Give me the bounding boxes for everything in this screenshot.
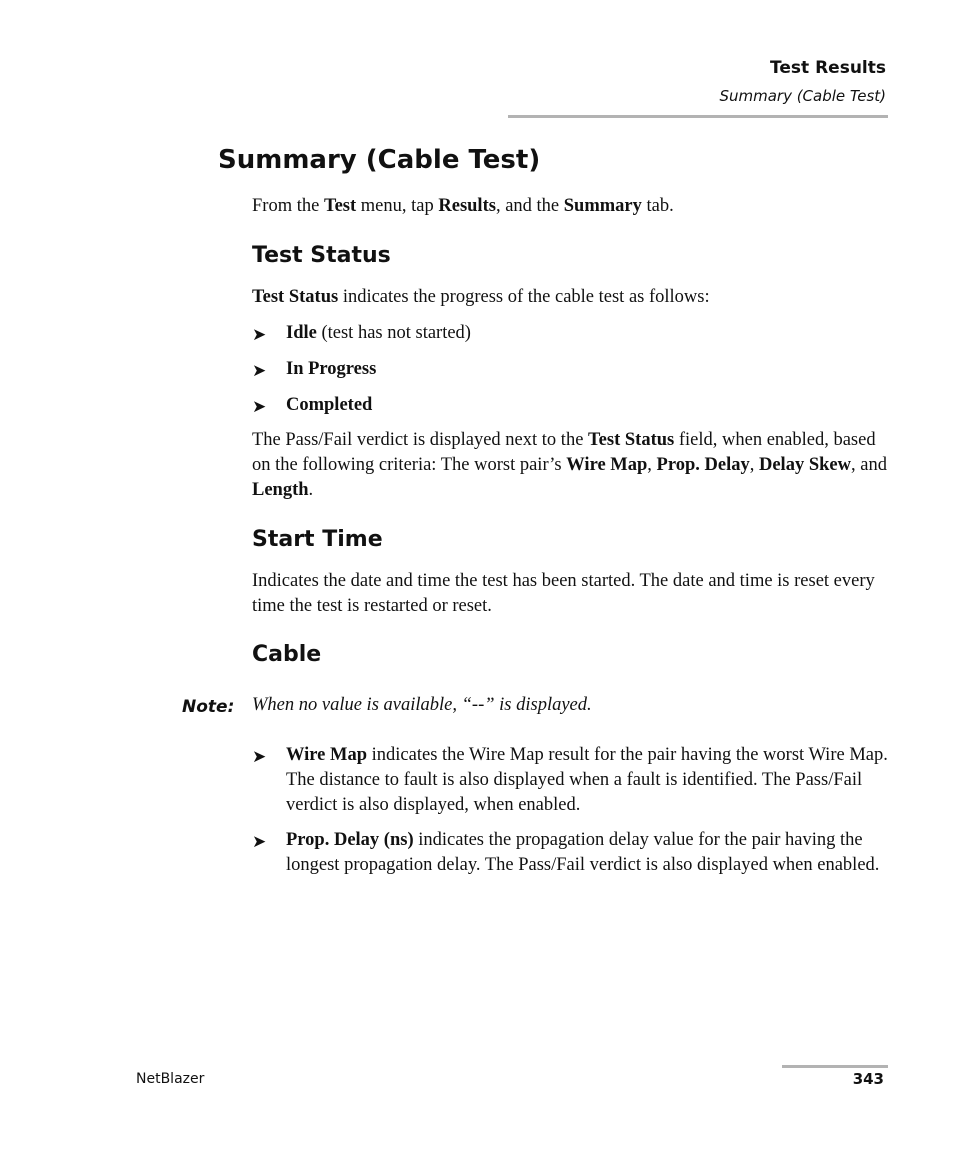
list-item: ➤ Idle (test has not started) — [252, 321, 888, 346]
bullet-arrow-icon: ➤ — [252, 747, 267, 766]
intro-paragraph: From the Test menu, tap Results, and the Summary tab. — [252, 196, 674, 216]
list-item: ➤ Wire Map indicates the Wire Map result for the pair having the worst Wire Map. The distance to fault is also displayed when a fault is identified. The Pass/Fail verdict is also displayed, when enabled. — [252, 745, 888, 815]
page-number: 343 — [852, 1070, 884, 1088]
list-item: ➤ Prop. Delay (ns) indicates the propagation delay value for the pair having the longest propagation delay. The Pass/Fail verdict is also displayed when enabled. — [252, 830, 880, 875]
heading-cable: Cable — [252, 642, 322, 667]
footer-product-name: NetBlazer — [136, 1071, 205, 1087]
test-status-paragraph: Test Status indicates the progress of the cable test as follows: — [252, 287, 710, 307]
bullet-arrow-icon: ➤ — [252, 325, 267, 344]
list-item: ➤ Completed — [252, 393, 888, 418]
bullet-arrow-icon: ➤ — [252, 832, 267, 851]
heading-start-time: Start Time — [252, 527, 383, 552]
start-time-paragraph: Indicates the date and time the test has been started. The date and time is reset every time the test is restarted or reset. — [252, 571, 875, 616]
note-text: When no value is available, “--” is displayed. — [252, 695, 592, 715]
header-rule — [508, 115, 888, 118]
list-item: ➤ In Progress — [252, 357, 888, 382]
running-header-subtitle: Summary (Cable Test) — [719, 87, 886, 105]
bullet-arrow-icon: ➤ — [252, 361, 267, 380]
note-label: Note: — [182, 697, 235, 717]
verdict-paragraph: The Pass/Fail verdict is displayed next to the Test Status field, when enabled, based on the following criteria: The worst pair’s Wire Map, Prop. Delay, Delay Skew, and Length. — [252, 430, 887, 500]
footer-rule — [782, 1065, 888, 1068]
bullet-arrow-icon: ➤ — [252, 397, 267, 416]
page-title: Summary (Cable Test) — [218, 145, 541, 175]
running-header-title: Test Results — [770, 58, 886, 78]
heading-test-status: Test Status — [252, 243, 391, 268]
